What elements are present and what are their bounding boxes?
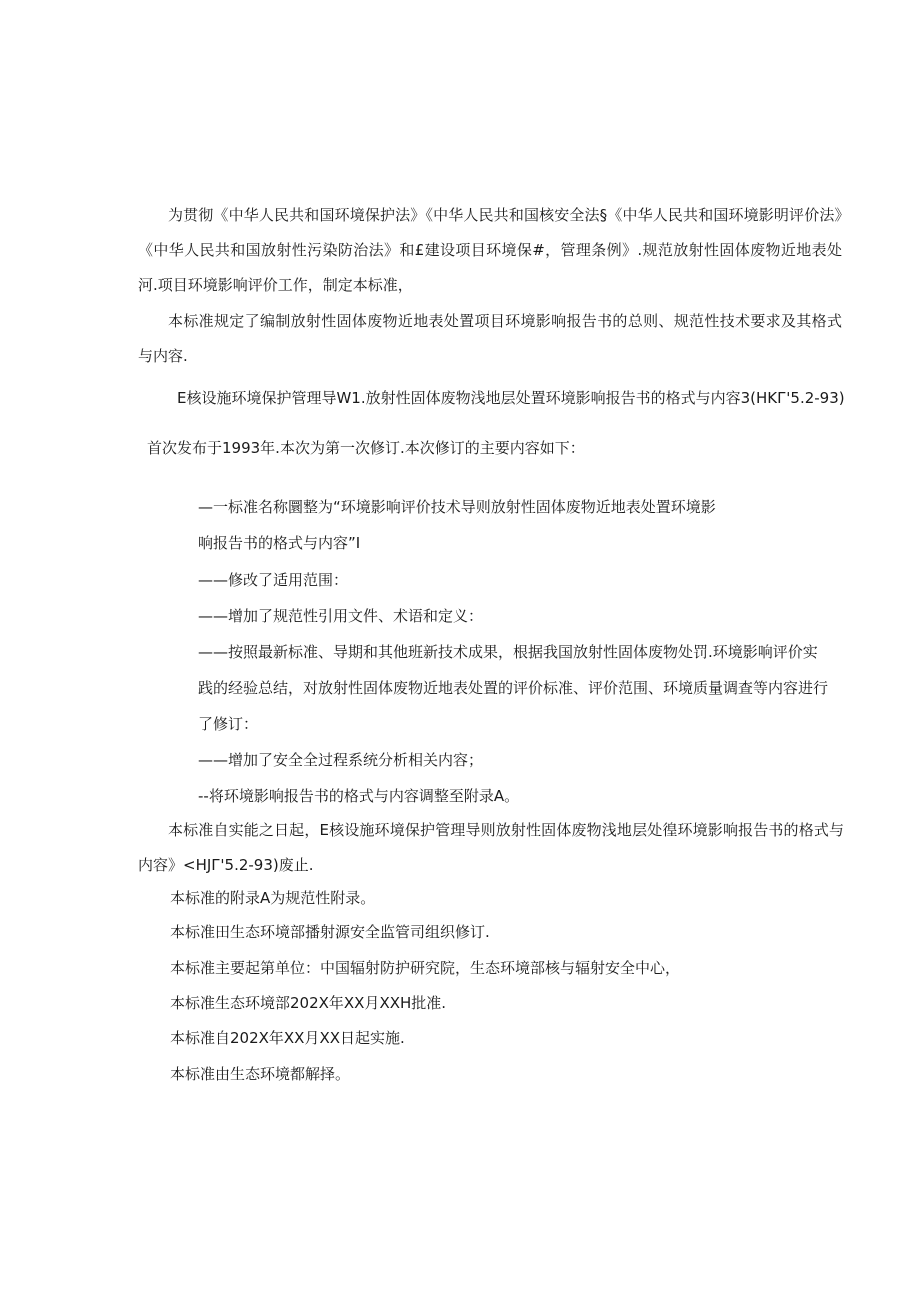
drafting-units-note: 本标准主要起第单位：中国辐射防护研究院，生态环境部核与辐射安全中心， [170,959,681,977]
revision-item-3: ——增加了规范性引用文件、术语和定义： [198,607,484,625]
revision-item-5: ——增加了安全全过程系统分析相关内容； [198,751,484,769]
revision-item-2: ——修改了适用范围： [198,571,349,589]
repeal-paragraph: 本标准自实能之日起，E核设施环境保护管理导则放射性固体废物浅地层处徨环境影响报告书的格式与内容》<HJГ'5.2-93)废止. [138,821,844,874]
first-publication-note: 首次发布于1993年.本次为第一次修订.本次修订的主要内容如下： [147,439,585,457]
revision-item-1-line-2: 响报告书的格式与内容”I [198,534,361,552]
interpretation-note: 本标准由生态环境都解择。 [170,1065,351,1083]
scope-paragraph: 本标准规定了编制放射性固体废物近地表处置项目环境影响报告书的总则、规范性技术要求及其格式与内容. [138,312,842,365]
revision-item-4-line-2: 践的经验总结，对放射性固体废物近地表处置的评价标准、评价范围、环境质量调查等内容进行 [198,679,829,697]
effective-date-note: 本标准自202X年XX月XX日起实施. [170,1029,405,1047]
revision-item-4-line-1: ——按照最新标准、导期和其他班新技术成果，根据我国放射性固体废物处罚.环境影响评价实 [198,643,818,661]
revision-item-4-line-3: 了修订： [198,715,259,733]
purpose-paragraph: 为贯彻《中华人民共和国环境保护法》《中华人民共和国核安全法§《中华人民共和国环境影明评价法》《中华人民共和国放射性污染防治法》和£建设项目环境保#，管理条例》.规范放射性固体废物近地表处河.项目环境影响评价工作，制定本标准， [138,206,842,294]
original-standard-reference: E核设施环境保护管理导W1.放射性固体废物浅地层处置环境影响报告书的格式与内容3(HKГ'5.2-93) [177,389,845,407]
appendix-note: 本标准的附录A为规范性附录。 [170,889,376,907]
revision-item-1-line-1: —一标准名称圜整为“环境影响评价技术导则放射性固体废物近地表处置环境影 [198,498,716,516]
revision-item-6: --将环境影响报告书的格式与内容调整至附录A。 [198,787,520,805]
organizing-body-note: 本标准田生态环境部播射源安全监管司组织修订. [170,923,490,941]
approval-date-note: 本标准生态环境部202X年XX月XXH批准. [170,994,447,1012]
